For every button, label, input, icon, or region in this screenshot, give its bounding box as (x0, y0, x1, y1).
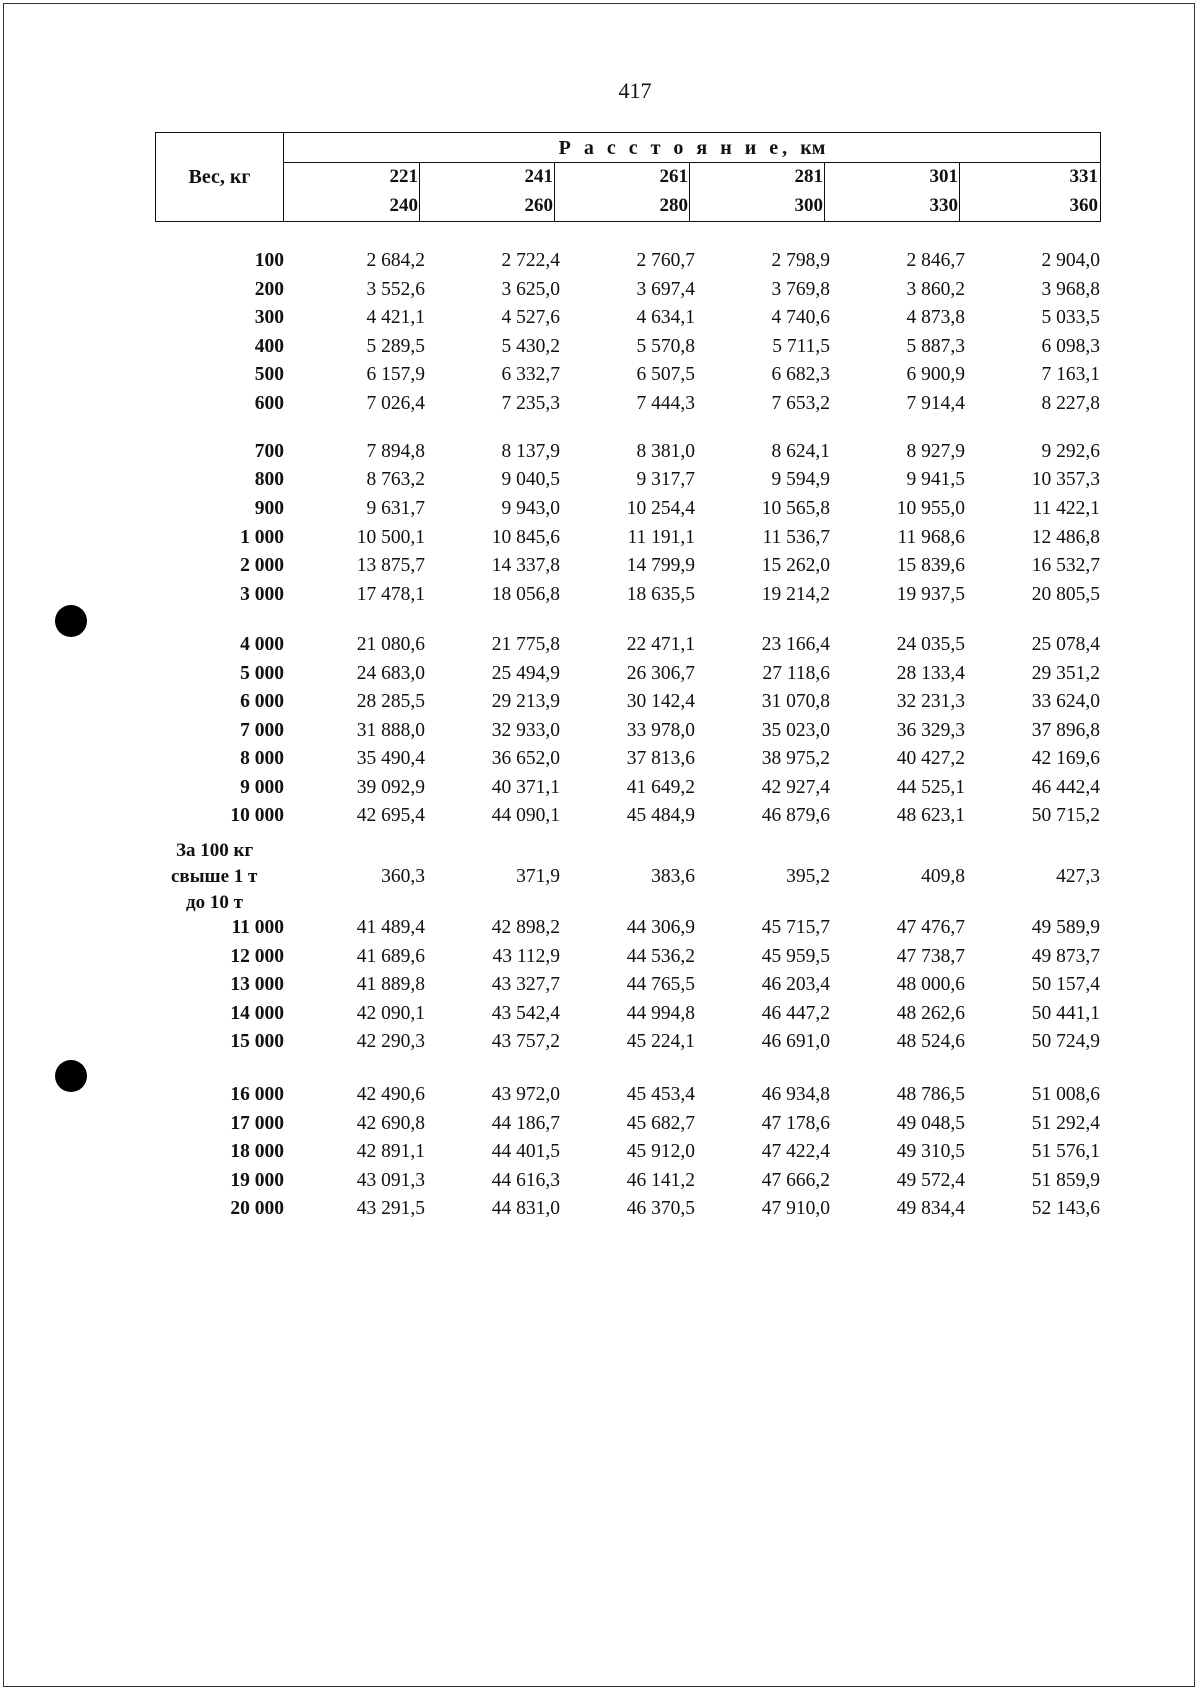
value-cell: 11 968,6 (897, 527, 965, 548)
value-cell: 21 775,8 (491, 634, 560, 655)
note-per-100kg (186, 890, 243, 916)
table-row (0, 553, 1200, 579)
value-cell: 8 227,8 (1041, 393, 1100, 414)
value-cell: 10 565,8 (761, 498, 830, 519)
table-row (0, 496, 1200, 522)
weight-cell: 19 000 (230, 1170, 284, 1191)
weight-cell: 17 000 (230, 1113, 284, 1134)
value-cell: 4 873,8 (906, 307, 965, 328)
value-cell: 19 214,2 (761, 584, 830, 605)
value-cell: 18 056,8 (491, 584, 560, 605)
value-cell: 26 306,7 (626, 663, 695, 684)
value-cell: 32 231,3 (896, 691, 965, 712)
value-cell: 5 289,5 (366, 336, 425, 357)
value-cell: 45 224,1 (626, 1031, 695, 1052)
value-cell: 42 898,2 (491, 917, 560, 938)
value-cell: 46 934,8 (761, 1084, 830, 1105)
weight-cell: 16 000 (230, 1084, 284, 1105)
value-cell: 9 594,9 (771, 469, 830, 490)
value-cell: 41 489,4 (356, 917, 425, 938)
value-cell: 45 484,9 (626, 805, 695, 826)
value-cell: 50 157,4 (1031, 974, 1100, 995)
value-cell: 24 035,5 (896, 634, 965, 655)
weight-cell: 15 000 (230, 1031, 284, 1052)
weight-cell: 8 000 (240, 748, 284, 769)
table-row (0, 972, 1200, 998)
value-cell: 31 888,0 (356, 720, 425, 741)
value-cell: 29 351,2 (1031, 663, 1100, 684)
table-row (0, 1029, 1200, 1055)
value-cell: 3 625,0 (501, 279, 560, 300)
table-row (0, 305, 1200, 331)
weight-cell: 18 000 (230, 1141, 284, 1162)
value-cell: 10 955,0 (896, 498, 965, 519)
value-cell: 48 000,6 (896, 974, 965, 995)
note-per-100kg (176, 838, 253, 864)
value-cell: 44 186,7 (491, 1113, 560, 1134)
value-cell: 8 927,9 (906, 441, 965, 462)
value-cell: 7 163,1 (1041, 364, 1100, 385)
value-cell: 11 422,1 (1032, 498, 1100, 519)
value-cell: 43 112,9 (492, 946, 560, 967)
weight-cell: 4 000 (240, 634, 284, 655)
value-cell: 33 978,0 (626, 720, 695, 741)
value-cell: 44 401,5 (491, 1141, 560, 1162)
value-cell: 47 178,6 (761, 1113, 830, 1134)
value-cell: 33 624,0 (1031, 691, 1100, 712)
range-to: 300 (794, 195, 823, 216)
weight-cell: 700 (254, 441, 284, 462)
value-cell: 6 900,9 (906, 364, 965, 385)
value-cell: 7 894,8 (366, 441, 425, 462)
value-cell: 44 525,1 (896, 777, 965, 798)
value-cell: 42 090,1 (356, 1003, 425, 1024)
weight-cell: 11 000 (231, 917, 284, 938)
value-cell: 427,3 (1056, 866, 1100, 887)
value-cell: 5 887,3 (906, 336, 965, 357)
table-row (0, 1001, 1200, 1027)
value-cell: 49 834,4 (896, 1198, 965, 1219)
value-cell: 25 078,4 (1031, 634, 1100, 655)
value-cell: 21 080,6 (356, 634, 425, 655)
value-cell: 42 290,3 (356, 1031, 425, 1052)
value-cell: 10 254,4 (626, 498, 695, 519)
value-cell: 2 684,2 (366, 250, 425, 271)
value-cell: 38 975,2 (761, 748, 830, 769)
value-cell: 18 635,5 (626, 584, 695, 605)
value-cell: 2 798,9 (771, 250, 830, 271)
value-cell: 46 447,2 (761, 1003, 830, 1024)
value-cell: 4 634,1 (636, 307, 695, 328)
value-cell: 35 023,0 (761, 720, 830, 741)
weight-cell: 12 000 (230, 946, 284, 967)
value-cell: 46 879,6 (761, 805, 830, 826)
value-cell: 27 118,6 (762, 663, 830, 684)
value-cell: 7 914,4 (906, 393, 965, 414)
value-cell: 32 933,0 (491, 720, 560, 741)
value-cell: 29 213,9 (491, 691, 560, 712)
table-row (0, 1168, 1200, 1194)
value-cell: 2 904,0 (1041, 250, 1100, 271)
value-cell: 50 441,1 (1031, 1003, 1100, 1024)
value-cell: 44 090,1 (491, 805, 560, 826)
range-from: 261 (659, 166, 688, 187)
table-row (0, 661, 1200, 687)
value-cell: 44 306,9 (626, 917, 695, 938)
value-cell: 9 631,7 (366, 498, 425, 519)
value-cell: 51 576,1 (1031, 1141, 1100, 1162)
value-cell: 9 941,5 (906, 469, 965, 490)
weight-column-header: Вес, кг (156, 133, 284, 221)
table-row (0, 944, 1200, 970)
table-row (0, 391, 1200, 417)
value-cell: 3 697,4 (636, 279, 695, 300)
weight-cell: 9 000 (240, 777, 284, 798)
value-cell: 42 891,1 (356, 1141, 425, 1162)
value-cell: 49 310,5 (896, 1141, 965, 1162)
value-cell: 5 033,5 (1041, 307, 1100, 328)
value-cell: 8 381,0 (636, 441, 695, 462)
value-cell: 47 422,4 (761, 1141, 830, 1162)
range-from: 301 (929, 166, 958, 187)
value-cell: 31 070,8 (761, 691, 830, 712)
value-cell: 44 536,2 (626, 946, 695, 967)
value-cell: 8 624,1 (771, 441, 830, 462)
range-header (420, 163, 555, 221)
value-cell: 48 786,5 (896, 1084, 965, 1105)
value-cell: 50 724,9 (1031, 1031, 1100, 1052)
distance-header (284, 133, 1100, 163)
weight-cell: 1 000 (240, 527, 284, 548)
table-row (0, 1082, 1200, 1108)
weight-cell: 5 000 (240, 663, 284, 684)
note-per-100kg (171, 864, 257, 890)
table-row (0, 1111, 1200, 1137)
range-header (825, 163, 960, 221)
weight-cell: 2 000 (240, 555, 284, 576)
page-number: 417 (618, 78, 652, 103)
weight-cell: 100 (254, 250, 284, 271)
table-row (0, 277, 1200, 303)
weight-cell: 20 000 (230, 1198, 284, 1219)
range-from: 331 (1069, 166, 1098, 187)
table-row (0, 362, 1200, 388)
value-cell: 51 008,6 (1031, 1084, 1100, 1105)
value-cell: 11 191,1 (627, 527, 695, 548)
value-cell: 6 098,3 (1041, 336, 1100, 357)
range-header (690, 163, 825, 221)
value-cell: 42 169,6 (1031, 748, 1100, 769)
value-cell: 46 691,0 (761, 1031, 830, 1052)
table-row (0, 775, 1200, 801)
value-cell: 42 927,4 (761, 777, 830, 798)
value-cell: 383,6 (651, 866, 695, 887)
value-cell: 8 763,2 (366, 469, 425, 490)
table-row (0, 632, 1200, 658)
value-cell: 48 524,6 (896, 1031, 965, 1052)
value-cell: 28 285,5 (356, 691, 425, 712)
value-cell: 3 968,8 (1041, 279, 1100, 300)
table-row (0, 334, 1200, 360)
range-to: 260 (524, 195, 553, 216)
value-cell: 2 846,7 (906, 250, 965, 271)
weight-cell: 3 000 (240, 584, 284, 605)
value-cell: 10 845,6 (491, 527, 560, 548)
value-cell: 45 912,0 (626, 1141, 695, 1162)
value-cell: 14 799,9 (626, 555, 695, 576)
value-cell: 47 910,0 (761, 1198, 830, 1219)
range-header (555, 163, 690, 221)
distance-unit: км (800, 137, 826, 159)
table-row (0, 439, 1200, 465)
table-row (0, 1139, 1200, 1165)
value-cell: 9 317,7 (636, 469, 695, 490)
value-cell: 30 142,4 (626, 691, 695, 712)
value-cell: 50 715,2 (1031, 805, 1100, 826)
distance-label: Р а с с т о я н и е, (558, 137, 792, 159)
table-row (0, 689, 1200, 715)
value-cell: 46 203,4 (761, 974, 830, 995)
value-cell: 9 040,5 (501, 469, 560, 490)
value-cell: 409,8 (921, 866, 965, 887)
value-cell: 41 689,6 (356, 946, 425, 967)
value-cell: 45 959,5 (761, 946, 830, 967)
value-cell: 46 370,5 (626, 1198, 695, 1219)
range-to: 330 (929, 195, 958, 216)
table-row (0, 915, 1200, 941)
value-cell: 49 873,7 (1031, 946, 1100, 967)
table-row (0, 467, 1200, 493)
value-cell: 35 490,4 (356, 748, 425, 769)
range-to: 280 (659, 195, 688, 216)
value-cell: 45 682,7 (626, 1113, 695, 1134)
value-cell: 371,9 (516, 866, 560, 887)
weight-cell: 6 000 (240, 691, 284, 712)
range-header (960, 163, 1099, 221)
value-cell: 41 889,8 (356, 974, 425, 995)
value-cell: 49 572,4 (896, 1170, 965, 1191)
value-cell: 15 839,6 (896, 555, 965, 576)
value-cell: 2 760,7 (636, 250, 695, 271)
weight-cell: 7 000 (240, 720, 284, 741)
value-cell: 22 471,1 (626, 634, 695, 655)
value-cell: 44 831,0 (491, 1198, 560, 1219)
weight-cell: 13 000 (230, 974, 284, 995)
value-cell: 7 653,2 (771, 393, 830, 414)
value-cell: 7 235,3 (501, 393, 560, 414)
table-row (0, 248, 1200, 274)
value-cell: 37 813,6 (626, 748, 695, 769)
weight-cell: 14 000 (230, 1003, 284, 1024)
value-cell: 28 133,4 (896, 663, 965, 684)
value-cell: 5 570,8 (636, 336, 695, 357)
value-cell: 45 453,4 (626, 1084, 695, 1105)
value-cell: 52 143,6 (1031, 1198, 1100, 1219)
value-cell: 17 478,1 (356, 584, 425, 605)
value-cell: 51 292,4 (1031, 1113, 1100, 1134)
value-cell: 15 262,0 (761, 555, 830, 576)
weight-cell: 900 (254, 498, 284, 519)
table-row (0, 718, 1200, 744)
weight-cell: 10 000 (230, 805, 284, 826)
range-to: 240 (389, 195, 418, 216)
table-row (0, 582, 1200, 608)
weight-cell: 500 (254, 364, 284, 385)
value-cell: 20 805,5 (1031, 584, 1100, 605)
value-cell: 49 048,5 (896, 1113, 965, 1134)
value-cell: 44 765,5 (626, 974, 695, 995)
value-cell: 43 757,2 (491, 1031, 560, 1052)
value-cell: 43 091,3 (356, 1170, 425, 1191)
value-cell: 14 337,8 (491, 555, 560, 576)
value-cell: 360,3 (381, 866, 425, 887)
value-cell: 44 994,8 (626, 1003, 695, 1024)
value-cell: 9 943,0 (501, 498, 560, 519)
value-cell: 4 421,1 (366, 307, 425, 328)
value-cell: 10 500,1 (356, 527, 425, 548)
weight-cell: 200 (254, 279, 284, 300)
value-cell: 40 427,2 (896, 748, 965, 769)
value-cell: 44 616,3 (491, 1170, 560, 1191)
value-cell: 48 262,6 (896, 1003, 965, 1024)
value-cell: 36 329,3 (896, 720, 965, 741)
range-to: 360 (1069, 195, 1098, 216)
value-cell: 11 536,7 (762, 527, 830, 548)
table-row (0, 1196, 1200, 1222)
value-cell: 42 695,4 (356, 805, 425, 826)
value-cell: 46 442,4 (1031, 777, 1100, 798)
value-cell: 45 715,7 (761, 917, 830, 938)
weight-cell: 800 (254, 469, 284, 490)
value-cell: 47 666,2 (761, 1170, 830, 1191)
value-cell: 47 476,7 (896, 917, 965, 938)
value-cell: 4 740,6 (771, 307, 830, 328)
value-cell: 3 860,2 (906, 279, 965, 300)
value-cell: 7 444,3 (636, 393, 695, 414)
value-cell: 39 092,9 (356, 777, 425, 798)
value-cell: 7 026,4 (366, 393, 425, 414)
value-cell: 51 859,9 (1031, 1170, 1100, 1191)
value-cell: 19 937,5 (896, 584, 965, 605)
range-header (284, 163, 420, 221)
value-cell: 6 507,5 (636, 364, 695, 385)
value-cell: 43 327,7 (491, 974, 560, 995)
value-cell: 46 141,2 (626, 1170, 695, 1191)
note-line: За 100 кг (176, 840, 254, 861)
value-cell: 36 652,0 (491, 748, 560, 769)
table-row (0, 803, 1200, 829)
weight-cell: 400 (254, 336, 284, 357)
value-cell: 6 157,9 (366, 364, 425, 385)
value-cell: 47 738,7 (896, 946, 965, 967)
value-cell: 43 291,5 (356, 1198, 425, 1219)
table-row (0, 525, 1200, 551)
value-cell: 4 527,6 (501, 307, 560, 328)
weight-cell: 300 (254, 307, 284, 328)
value-cell: 6 682,3 (771, 364, 830, 385)
value-cell: 3 769,8 (771, 279, 830, 300)
value-cell: 5 430,2 (501, 336, 560, 357)
value-cell: 42 690,8 (356, 1113, 425, 1134)
range-from: 241 (524, 166, 553, 187)
value-cell: 16 532,7 (1031, 555, 1100, 576)
table-header (155, 132, 1101, 222)
table-row (0, 746, 1200, 772)
range-from: 281 (794, 166, 823, 187)
value-cell: 49 589,9 (1031, 917, 1100, 938)
value-cell: 395,2 (786, 866, 830, 887)
value-cell: 25 494,9 (491, 663, 560, 684)
value-cell: 2 722,4 (501, 250, 560, 271)
value-cell: 42 490,6 (356, 1084, 425, 1105)
value-cell: 24 683,0 (356, 663, 425, 684)
value-cell: 43 542,4 (491, 1003, 560, 1024)
value-cell: 9 292,6 (1041, 441, 1100, 462)
value-cell: 12 486,8 (1031, 527, 1100, 548)
note-line: до 10 т (186, 892, 243, 913)
value-cell: 48 623,1 (896, 805, 965, 826)
value-cell: 3 552,6 (366, 279, 425, 300)
value-cell: 5 711,5 (772, 336, 830, 357)
value-cell: 23 166,4 (761, 634, 830, 655)
value-cell: 13 875,7 (356, 555, 425, 576)
value-cell: 43 972,0 (491, 1084, 560, 1105)
range-from: 221 (389, 166, 418, 187)
value-cell: 40 371,1 (491, 777, 560, 798)
value-cell: 37 896,8 (1031, 720, 1100, 741)
value-cell: 41 649,2 (626, 777, 695, 798)
value-cell: 6 332,7 (501, 364, 560, 385)
value-cell: 8 137,9 (501, 441, 560, 462)
value-cell: 10 357,3 (1031, 469, 1100, 490)
weight-cell: 600 (254, 393, 284, 414)
note-line: свыше 1 т (171, 866, 258, 887)
